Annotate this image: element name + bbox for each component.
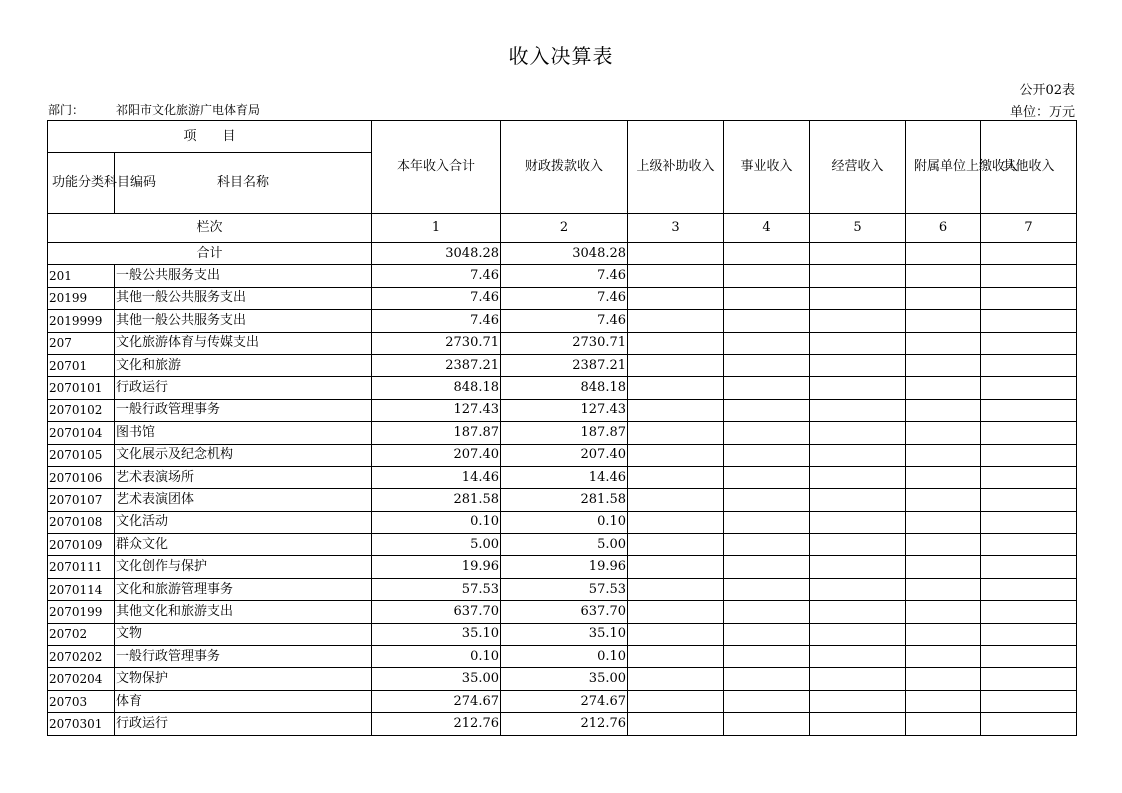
subject-code: 2019999 (48, 310, 115, 332)
subject-code: 2070199 (48, 601, 115, 623)
table-row (48, 310, 1077, 332)
empty-cell (628, 287, 724, 309)
subject-code: 2070107 (48, 489, 115, 511)
subject-name: 行政运行 (115, 713, 372, 735)
empty-cell (810, 646, 906, 668)
empty-cell (981, 556, 1077, 578)
header-func-code: 功能分类科目编码 (48, 153, 115, 214)
table-number: 公开02表 (1019, 83, 1075, 98)
fiscal-income: 7.46 (501, 265, 628, 287)
header-col-total: 本年收入合计 (372, 121, 501, 214)
empty-cell (906, 601, 981, 623)
fiscal-income: 2387.21 (501, 354, 628, 376)
fiscal-income: 127.43 (501, 399, 628, 421)
col-number: 5 (810, 214, 906, 243)
subject-code: 201 (48, 265, 115, 287)
income-total: 0.10 (372, 511, 501, 533)
empty-cell (810, 601, 906, 623)
header-col-superior: 上级补助收入 (628, 121, 724, 214)
income-total: 35.10 (372, 623, 501, 645)
table-row (48, 713, 1077, 735)
empty-cell (981, 668, 1077, 690)
subject-name: 图书馆 (115, 422, 372, 444)
income-total: 19.96 (372, 556, 501, 578)
empty-cell (628, 601, 724, 623)
subject-name: 文物 (115, 623, 372, 645)
empty-cell (724, 243, 810, 265)
header-col-fiscal: 财政拨款收入 (501, 121, 628, 214)
col-number: 1 (372, 214, 501, 243)
empty-cell (810, 399, 906, 421)
col-number: 3 (628, 214, 724, 243)
empty-cell (724, 690, 810, 712)
table-row (48, 354, 1077, 376)
fiscal-income: 35.10 (501, 623, 628, 645)
empty-cell (628, 377, 724, 399)
empty-cell (981, 399, 1077, 421)
empty-cell (724, 399, 810, 421)
fiscal-income: 7.46 (501, 310, 628, 332)
empty-cell (906, 668, 981, 690)
empty-cell (810, 668, 906, 690)
unit-label: 单位：万元 (1009, 105, 1075, 120)
income-total: 848.18 (372, 377, 501, 399)
fiscal-income: 212.76 (501, 713, 628, 735)
empty-cell (628, 354, 724, 376)
empty-cell (810, 556, 906, 578)
income-total: 35.00 (372, 668, 501, 690)
empty-cell (724, 556, 810, 578)
empty-cell (628, 534, 724, 556)
fiscal-income: 187.87 (501, 422, 628, 444)
total-income-total: 3048.28 (372, 243, 501, 265)
empty-cell (906, 713, 981, 735)
empty-cell (628, 578, 724, 600)
table-row (48, 511, 1077, 533)
empty-cell (724, 287, 810, 309)
income-total: 7.46 (372, 287, 501, 309)
income-total: 212.76 (372, 713, 501, 735)
empty-cell (906, 556, 981, 578)
fiscal-income: 19.96 (501, 556, 628, 578)
income-total: 0.10 (372, 646, 501, 668)
empty-cell (906, 287, 981, 309)
empty-cell (628, 489, 724, 511)
col-index-label: 栏次 (48, 214, 372, 243)
subject-code: 2070104 (48, 422, 115, 444)
empty-cell (628, 690, 724, 712)
subject-code: 2070101 (48, 377, 115, 399)
income-total: 637.70 (372, 601, 501, 623)
empty-cell (724, 489, 810, 511)
subject-code: 2070102 (48, 399, 115, 421)
empty-cell (906, 354, 981, 376)
fiscal-income: 5.00 (501, 534, 628, 556)
col-number: 7 (981, 214, 1077, 243)
empty-cell (981, 601, 1077, 623)
empty-cell (628, 265, 724, 287)
table-row (48, 489, 1077, 511)
empty-cell (724, 511, 810, 533)
header-subject-name: 科目名称 (115, 153, 372, 214)
col-number: 2 (501, 214, 628, 243)
subject-name: 一般行政管理事务 (115, 646, 372, 668)
table-row (48, 444, 1077, 466)
col-number: 6 (906, 214, 981, 243)
table-row (48, 466, 1077, 488)
empty-cell (628, 466, 724, 488)
income-total: 281.58 (372, 489, 501, 511)
income-total: 2730.71 (372, 332, 501, 354)
empty-cell (628, 713, 724, 735)
table-row (48, 534, 1077, 556)
fiscal-income: 14.46 (501, 466, 628, 488)
subject-name: 其他一般公共服务支出 (115, 310, 372, 332)
empty-cell (724, 601, 810, 623)
income-total: 7.46 (372, 265, 501, 287)
empty-cell (981, 332, 1077, 354)
table-row (48, 668, 1077, 690)
subject-name: 一般公共服务支出 (115, 265, 372, 287)
table-row (48, 377, 1077, 399)
header-col-affiliated: 附属单位上缴收入 (906, 121, 981, 214)
empty-cell (981, 578, 1077, 600)
empty-cell (981, 690, 1077, 712)
subject-code: 2070202 (48, 646, 115, 668)
subject-code: 20701 (48, 354, 115, 376)
empty-cell (628, 623, 724, 645)
fiscal-income: 57.53 (501, 578, 628, 600)
empty-cell (810, 354, 906, 376)
empty-cell (724, 578, 810, 600)
empty-cell (724, 332, 810, 354)
empty-cell (981, 287, 1077, 309)
income-total: 207.40 (372, 444, 501, 466)
empty-cell (724, 265, 810, 287)
table-row (48, 399, 1077, 421)
table-row (48, 578, 1077, 600)
empty-cell (628, 668, 724, 690)
fiscal-income: 0.10 (501, 511, 628, 533)
subject-code: 2070109 (48, 534, 115, 556)
empty-cell (724, 623, 810, 645)
empty-cell (810, 690, 906, 712)
empty-cell (810, 243, 906, 265)
total-label: 合计 (48, 243, 372, 265)
empty-cell (810, 511, 906, 533)
table-row (48, 422, 1077, 444)
subject-code: 2070114 (48, 578, 115, 600)
table-row (48, 623, 1077, 645)
subject-name: 艺术表演团体 (115, 489, 372, 511)
empty-cell (810, 623, 906, 645)
empty-cell (810, 444, 906, 466)
empty-cell (906, 578, 981, 600)
empty-cell (981, 646, 1077, 668)
header-col-operating: 经营收入 (810, 121, 906, 214)
empty-cell (810, 713, 906, 735)
empty-cell (906, 377, 981, 399)
income-total: 14.46 (372, 466, 501, 488)
empty-cell (906, 332, 981, 354)
table-row (48, 601, 1077, 623)
empty-cell (981, 422, 1077, 444)
subject-name: 群众文化 (115, 534, 372, 556)
empty-cell (628, 422, 724, 444)
empty-cell (810, 578, 906, 600)
empty-cell (981, 466, 1077, 488)
department-name: 祁阳市文化旅游广电体育局 (116, 103, 261, 117)
fiscal-income: 35.00 (501, 668, 628, 690)
subject-name: 文物保护 (115, 668, 372, 690)
empty-cell (628, 556, 724, 578)
table-row (48, 332, 1077, 354)
subject-name: 文化展示及纪念机构 (115, 444, 372, 466)
empty-cell (906, 243, 981, 265)
table-row (48, 690, 1077, 712)
subject-code: 2070301 (48, 713, 115, 735)
empty-cell (810, 534, 906, 556)
subject-code: 20199 (48, 287, 115, 309)
total-fiscal-income: 3048.28 (501, 243, 628, 265)
empty-cell (628, 310, 724, 332)
empty-cell (906, 623, 981, 645)
subject-code: 20702 (48, 623, 115, 645)
total-row (48, 243, 1077, 265)
subject-name: 其他一般公共服务支出 (115, 287, 372, 309)
empty-cell (906, 265, 981, 287)
income-total: 57.53 (372, 578, 501, 600)
subject-code: 20703 (48, 690, 115, 712)
empty-cell (981, 243, 1077, 265)
empty-cell (981, 354, 1077, 376)
subject-name: 艺术表演场所 (115, 466, 372, 488)
empty-cell (628, 444, 724, 466)
income-total: 127.43 (372, 399, 501, 421)
empty-cell (981, 534, 1077, 556)
income-total: 7.46 (372, 310, 501, 332)
empty-cell (724, 354, 810, 376)
fiscal-income: 848.18 (501, 377, 628, 399)
empty-cell (906, 310, 981, 332)
empty-cell (628, 399, 724, 421)
fiscal-income: 637.70 (501, 601, 628, 623)
empty-cell (906, 399, 981, 421)
income-table (47, 120, 1077, 736)
empty-cell (628, 511, 724, 533)
empty-cell (724, 713, 810, 735)
subject-code: 2070204 (48, 668, 115, 690)
subject-name: 文化和旅游 (115, 354, 372, 376)
empty-cell (981, 511, 1077, 533)
empty-cell (724, 422, 810, 444)
subject-name: 一般行政管理事务 (115, 399, 372, 421)
subject-name: 文化和旅游管理事务 (115, 578, 372, 600)
empty-cell (981, 713, 1077, 735)
fiscal-income: 7.46 (501, 287, 628, 309)
empty-cell (981, 310, 1077, 332)
table-row (48, 556, 1077, 578)
empty-cell (906, 690, 981, 712)
income-total: 274.67 (372, 690, 501, 712)
empty-cell (810, 489, 906, 511)
table-row (48, 265, 1077, 287)
fiscal-income: 2730.71 (501, 332, 628, 354)
empty-cell (906, 444, 981, 466)
empty-cell (724, 668, 810, 690)
subject-name: 文化活动 (115, 511, 372, 533)
income-total: 2387.21 (372, 354, 501, 376)
empty-cell (810, 287, 906, 309)
empty-cell (810, 377, 906, 399)
subject-name: 体育 (115, 690, 372, 712)
empty-cell (981, 444, 1077, 466)
empty-cell (724, 646, 810, 668)
empty-cell (810, 265, 906, 287)
empty-cell (906, 466, 981, 488)
empty-cell (981, 489, 1077, 511)
table-row (48, 646, 1077, 668)
subject-name: 文化旅游体育与传媒支出 (115, 332, 372, 354)
empty-cell (906, 646, 981, 668)
empty-cell (906, 489, 981, 511)
empty-cell (981, 377, 1077, 399)
empty-cell (724, 377, 810, 399)
empty-cell (724, 444, 810, 466)
empty-cell (628, 646, 724, 668)
department-label: 部门： (48, 103, 85, 117)
empty-cell (724, 310, 810, 332)
fiscal-income: 281.58 (501, 489, 628, 511)
fiscal-income: 274.67 (501, 690, 628, 712)
empty-cell (810, 466, 906, 488)
fiscal-income: 207.40 (501, 444, 628, 466)
subject-name: 其他文化和旅游支出 (115, 601, 372, 623)
table-row (48, 287, 1077, 309)
subject-code: 2070106 (48, 466, 115, 488)
header-col-other: 其他收入 (981, 121, 1077, 214)
empty-cell (810, 332, 906, 354)
empty-cell (906, 422, 981, 444)
empty-cell (628, 332, 724, 354)
page-title: 收入决算表 (508, 44, 614, 68)
empty-cell (810, 422, 906, 444)
fiscal-income: 0.10 (501, 646, 628, 668)
subject-code: 207 (48, 332, 115, 354)
empty-cell (628, 243, 724, 265)
subject-code: 2070111 (48, 556, 115, 578)
header-item: 项 目 (48, 121, 372, 153)
subject-code: 2070108 (48, 511, 115, 533)
subject-name: 行政运行 (115, 377, 372, 399)
empty-cell (724, 466, 810, 488)
header-col-business: 事业收入 (724, 121, 810, 214)
col-number: 4 (724, 214, 810, 243)
subject-code: 2070105 (48, 444, 115, 466)
empty-cell (906, 511, 981, 533)
empty-cell (906, 534, 981, 556)
income-total: 187.87 (372, 422, 501, 444)
empty-cell (981, 623, 1077, 645)
subject-name: 文化创作与保护 (115, 556, 372, 578)
empty-cell (724, 534, 810, 556)
empty-cell (981, 265, 1077, 287)
income-total: 5.00 (372, 534, 501, 556)
empty-cell (810, 310, 906, 332)
